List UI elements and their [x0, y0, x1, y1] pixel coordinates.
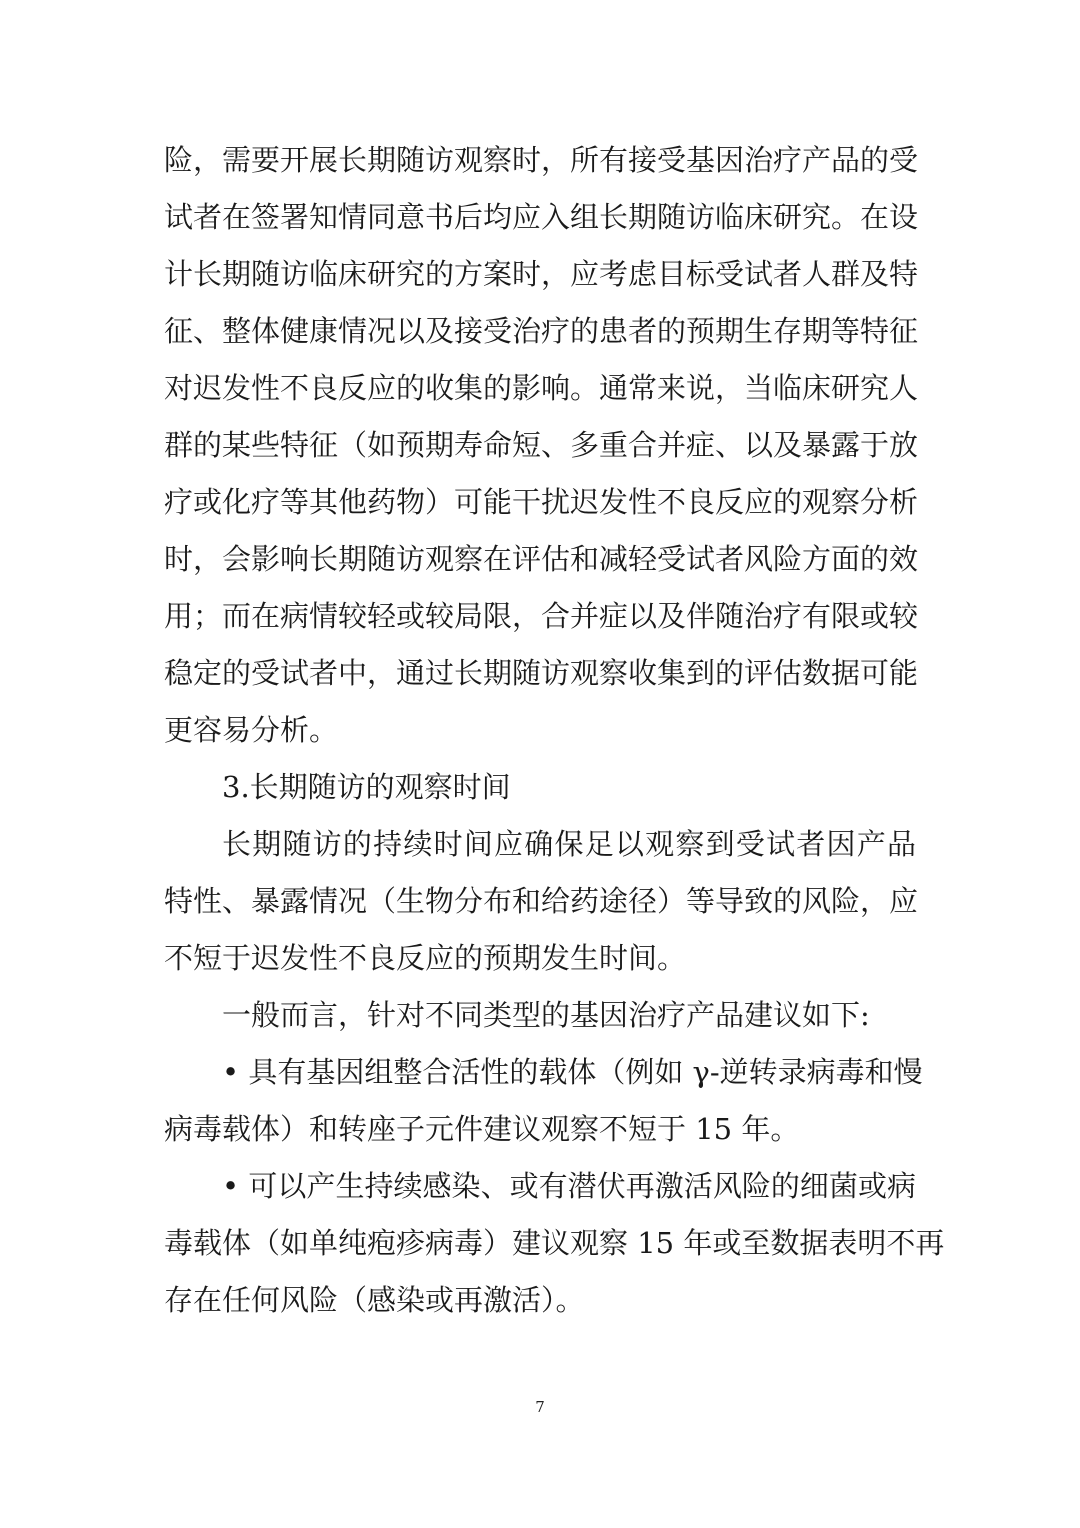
text-line: 计长期随访临床研究的方案时，应考虑目标受试者人群及特: [164, 257, 919, 291]
section-heading: 3.长期随访的观察时间: [222, 770, 511, 804]
body-text: [164, 132, 945, 1329]
text-line: 试者在签署知情同意书后均应入组长期随访临床研究。在设: [164, 200, 919, 234]
paragraph-general: [164, 987, 916, 1044]
text-line: 一般而言，针对不同类型的基因治疗产品建议如下:: [222, 998, 870, 1032]
text-line: 险，需要开展长期随访观察时，所有接受基因治疗产品的受: [164, 143, 919, 177]
page-number: 7: [535, 1398, 545, 1416]
text-line: 用；而在病情较轻或较局限，合并症以及伴随治疗有限或较: [164, 599, 919, 633]
text-line: 不短于迟发性不良反应的预期发生时间。: [164, 941, 687, 975]
text-line: 群的某些特征（如预期寿命短、多重合并症、以及暴露于放: [164, 428, 919, 462]
paragraph-duration: [164, 816, 919, 987]
text-line: 稳定的受试者中，通过长期随访观察收集到的评估数据可能: [164, 656, 919, 690]
text-line: • 可以产生持续感染、或有潜伏再激活风险的细菌或病: [222, 1169, 916, 1203]
text-line: 对迟发性不良反应的收集的影响。通常来说，当临床研究人: [164, 371, 919, 405]
paragraph-continuation: [164, 132, 919, 759]
bullet-item-integrating-vectors: [164, 1044, 923, 1158]
text-line: 时，会影响长期随访观察在评估和减轻受试者风险方面的效: [164, 542, 919, 576]
text-line: 长期随访的持续时间应确保足以观察到受试者因产品: [222, 827, 916, 861]
text-line: • 具有基因组整合活性的载体（例如 γ-逆转录病毒和慢: [222, 1055, 923, 1089]
text-line: 存在任何风险（感染或再激活）。: [164, 1283, 585, 1317]
text-line: 更容易分析。: [164, 713, 339, 747]
text-line: 病毒载体）和转座子元件建议观察不短于 15 年。: [164, 1112, 800, 1146]
text-line: 特性、暴露情况（生物分布和给药途径）等导致的风险，应: [164, 884, 919, 918]
bullet-item-persistent-infection-vectors: [164, 1158, 945, 1329]
text-line: 毒载体（如单纯疱疹病毒）建议观察 15 年或至数据表明不再: [164, 1226, 945, 1260]
text-line: 疗或化疗等其他药物）可能干扰迟发性不良反应的观察分析: [164, 485, 919, 519]
text-line: 征、整体健康情况以及接受治疗的患者的预期生存期等特征: [164, 314, 919, 348]
